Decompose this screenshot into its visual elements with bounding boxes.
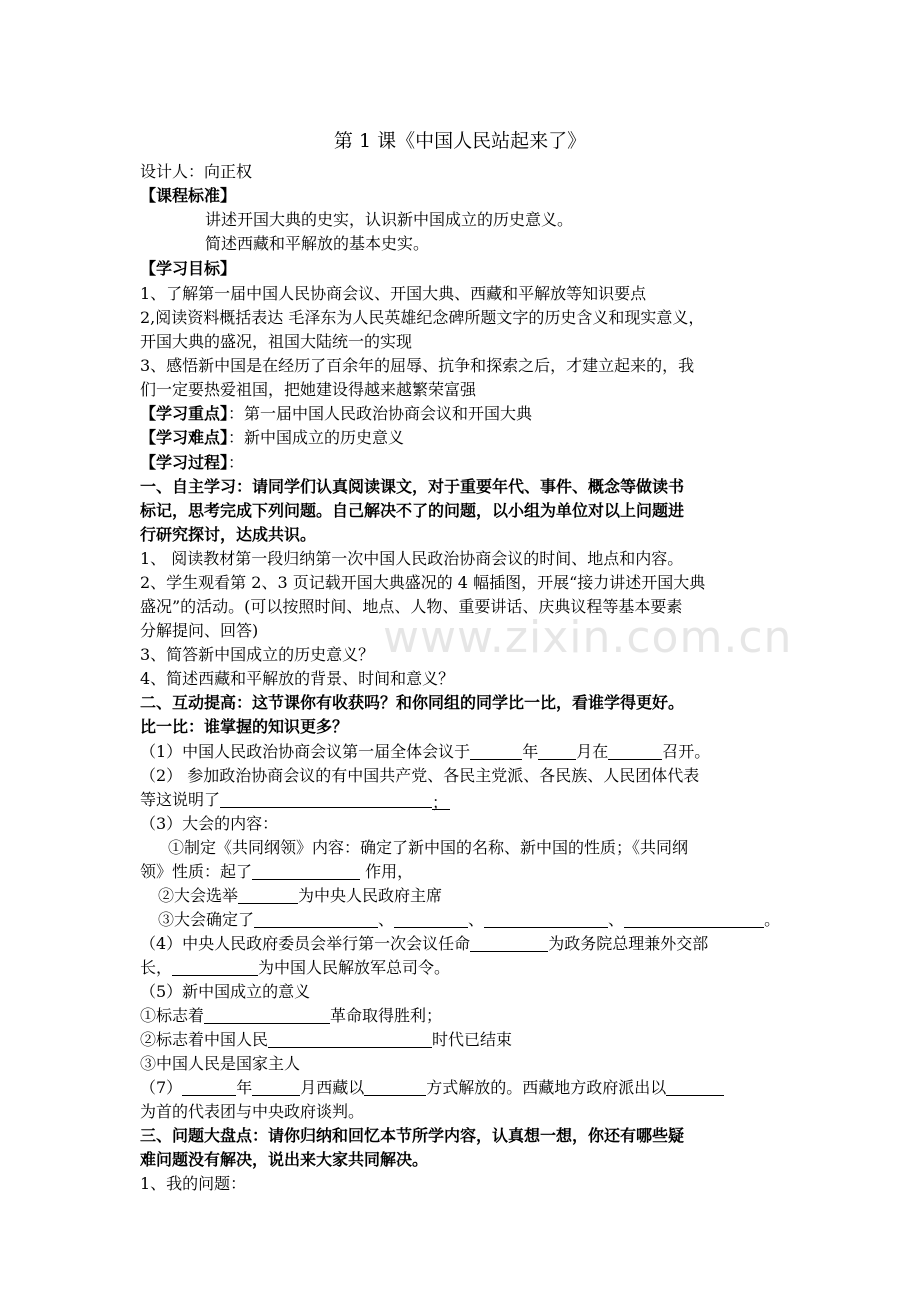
designer: 设计人：向正权 <box>140 162 253 181</box>
question-7-cont: 为首的代表团与中央政府谈判。 <box>140 1102 365 1121</box>
standard-line: 简述西藏和平解放的基本史实。 <box>205 234 430 253</box>
key-point <box>140 402 790 426</box>
question-text: 、 <box>378 910 395 929</box>
process-heading: 【学习过程】 <box>140 453 229 472</box>
question-text: （1）中国人民政治协商会议第一届全体会议于 <box>140 742 471 761</box>
section3-heading: 三、问题大盘点：请你归纳和回忆本节所学内容，认真想一想，你还有哪些疑 <box>140 1126 685 1145</box>
question-5-item <box>140 1028 790 1052</box>
objective-line: 们一定要热爱祖国，把她建设得越来越繁荣富强 <box>140 380 477 399</box>
question-5-item: ③中国人民是国家主人 <box>140 1054 301 1073</box>
section3-item: 1、我的问题： <box>140 1174 247 1193</box>
question-text: 作用， <box>360 862 414 881</box>
section1-item: 盛况”的活动。(可以按照时间、地点、人物、重要讲话、庆典议程等基本要素 <box>140 597 683 616</box>
question-text: 月在 <box>576 742 609 761</box>
question-4-cont <box>140 956 790 980</box>
question-text: （7） <box>140 1078 183 1097</box>
answer-blank[interactable] <box>182 1077 236 1096</box>
question-text: 长， <box>140 958 173 977</box>
standard-heading: 【课程标准】 <box>140 186 237 205</box>
answer-blank[interactable] <box>484 909 608 928</box>
question-text: 为中国人民解放军总司令。 <box>258 958 451 977</box>
question-text: ； <box>432 793 449 812</box>
question-text: 年 <box>236 1078 253 1097</box>
answer-blank[interactable] <box>252 861 360 880</box>
question-5: （5）新中国成立的意义 <box>140 982 311 1001</box>
section1-heading: 标记，思考完成下列问题。自己解决不了的问题，以小组为单位对以上问题进 <box>140 501 685 520</box>
question-4 <box>140 932 790 956</box>
objective-line: 开国大典的盛况，祖国大陆统一的实现 <box>140 332 413 351</box>
section1-item: 4、简述西藏和平解放的背景、时间和意义？ <box>140 669 455 688</box>
question-text: 领》性质：起了 <box>140 862 253 881</box>
section3-heading: 难问题没有解决，说出来大家共同解决。 <box>140 1150 429 1169</box>
question-text: ①标志着 <box>140 1006 205 1025</box>
section2-heading: 比一比：谁掌握的知识更多？ <box>140 717 349 736</box>
question-5-item <box>140 1004 790 1028</box>
question-text: 年 <box>522 742 539 761</box>
question-2-cont <box>140 788 790 812</box>
question-3-item: ①制定《共同纲领》内容：确定了新中国的名称、新中国的性质；《共同纲 <box>168 838 689 857</box>
objective-line: 2,阅读资料概括表达 毛泽东为人民英雄纪念碑所题文字的历史含义和现实意义， <box>140 308 705 327</box>
answer-blank[interactable] <box>624 909 764 928</box>
difficulty-heading: 【学习难点】 <box>140 428 229 447</box>
process <box>140 451 790 475</box>
question-text: 时代已结束 <box>432 1030 513 1049</box>
question-text: 、 <box>608 910 625 929</box>
objectives-heading: 【学习目标】 <box>140 259 237 278</box>
question-1 <box>140 740 790 764</box>
answer-blank[interactable] <box>538 741 576 760</box>
answer-blank[interactable] <box>254 909 378 928</box>
answer-blank[interactable] <box>238 885 298 904</box>
answer-blank[interactable] <box>204 1005 330 1024</box>
answer-blank[interactable] <box>608 741 662 760</box>
answer-blank[interactable] <box>470 933 548 952</box>
section1-heading: 一、自主学习：请同学们认真阅读课文，对于重要年代、事件、概念等做读书 <box>140 477 685 496</box>
answer-blank[interactable] <box>220 789 432 808</box>
page-title: 第 1 课《中国人民站起来了》 <box>333 130 587 152</box>
question-text: 为中央人民政府主席 <box>298 886 443 905</box>
answer-blank[interactable] <box>470 741 522 760</box>
watermark: www.zixin.com.cn <box>383 612 793 663</box>
key-point-text: ：第一届中国人民政治协商会议和开国大典 <box>228 404 533 423</box>
section1-item: 2、学生观看第 2、3 页记载开国大典盛况的 4 幅插图，开展“接力讲述开国大典 <box>140 573 706 592</box>
objective-line: 3、感悟新中国是在经历了百余年的屈辱、抗争和探索之后，才建立起来的，我 <box>140 356 695 375</box>
difficulty-text: ：新中国成立的历史意义 <box>228 428 405 447</box>
process-text: ： <box>228 453 245 472</box>
difficulty <box>140 426 790 450</box>
answer-blank[interactable] <box>268 1029 432 1048</box>
question-3-item <box>140 860 790 884</box>
question-text: 革命取得胜利； <box>330 1006 443 1025</box>
section2-heading: 二、互动提高：这节课你有收获吗？和你同组的同学比一比，看谁学得更好。 <box>140 693 685 712</box>
standard-line: 讲述开国大典的史实，认识新中国成立的历史意义。 <box>205 210 574 229</box>
question-text: ②大会选举 <box>158 886 239 905</box>
section1-item: 1、 阅读教材第一段归纳第一次中国人民政治协商会议的时间、地点和内容。 <box>140 549 684 568</box>
answer-blank[interactable] <box>252 1077 300 1096</box>
question-text: 、 <box>468 910 485 929</box>
question-text: 等这说明了 <box>140 790 221 809</box>
question-3: （3）大会的内容： <box>140 814 279 833</box>
question-3-item <box>158 884 808 908</box>
question-text: ②标志着中国人民 <box>140 1030 269 1049</box>
question-text: 月西藏以 <box>300 1078 365 1097</box>
question-text: ③大会确定了 <box>158 910 255 929</box>
answer-blank[interactable] <box>364 1077 426 1096</box>
question-text: （4）中央人民政府委员会举行第一次会议任命 <box>140 934 471 953</box>
answer-blank[interactable] <box>394 909 468 928</box>
answer-blank[interactable] <box>172 957 258 976</box>
key-point-heading: 【学习重点】 <box>140 404 229 423</box>
objective-line: 1、了解第一届中国人民协商会议、开国大典、西藏和平解放等知识要点 <box>140 284 647 303</box>
question-3-item <box>158 908 808 932</box>
answer-blank[interactable] <box>666 1077 724 1096</box>
section1-item: 3、简答新中国成立的历史意义？ <box>140 645 375 664</box>
section1-item: 分解提问、回答) <box>140 621 259 640</box>
question-text: 召开。 <box>662 742 711 761</box>
answer-blank-end <box>432 791 450 810</box>
question-text: 。 <box>764 910 781 929</box>
question-2: （2） 参加政治协商会议的有中国共产党、各民主党派、各民族、人民团体代表 <box>140 766 700 785</box>
question-text: 方式解放的。西藏地方政府派出以 <box>426 1078 667 1097</box>
section1-heading: 行研究探讨，达成共识。 <box>140 525 317 544</box>
question-7 <box>140 1076 790 1100</box>
question-text: 为政务院总理兼外交部 <box>548 934 709 953</box>
